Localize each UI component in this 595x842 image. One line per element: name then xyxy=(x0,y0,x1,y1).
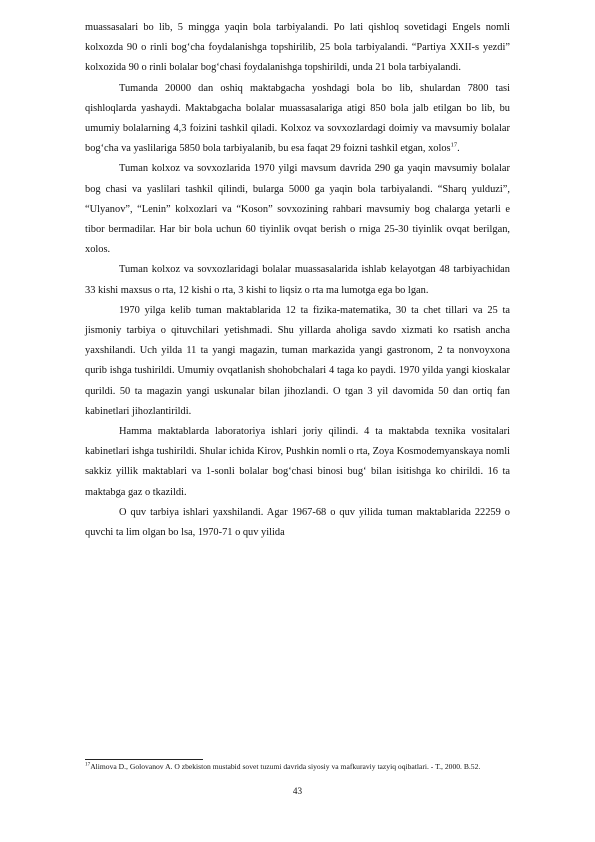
paragraph-7: O quv tarbiya ishlari yaxshilandi. Agar 1967-68 o quv yilida tuman maktablarida 22259 o quvchi ta lim olgan bo lsa, 1970-71 o quv yilida xyxy=(85,506,510,539)
body-text xyxy=(85,18,510,543)
paragraph-1: muassasalari bo lib, 5 mingga yaqin bola tarbiyalandi. Po lati qishloq sovetidagi Engels nomli kolxozda 90 o rinli bog‘cha foydalanishga topshirilib, 25 bola tarbiyalandi. “Partiya XXII-s yezdi” kolxozida 90 o rinli bolalar bog‘chasi foydalanishga topshirildi, unda 21 bola tarbiyalandi. xyxy=(85,22,510,74)
paragraph-4: Tuman kolxoz va sovxozlaridagi bolalar muassasalarida ishlab kelayotgan 48 tarbiyachidan 33 kishi maxsus o rta, 12 kishi o rta, 3 kishi to liqsiz o rta ma lumotga ega bo lgan. xyxy=(85,264,510,296)
footnote xyxy=(85,761,510,772)
footnote-reference[interactable]: 17 xyxy=(450,141,458,149)
paragraph-3: Tuman kolxoz va sovxozlarida 1970 yilgi mavsum davrida 290 ga yaqin mavsumiy bolalar bog chasi va yaslilari tashkil qilindi, bularga 5000 ga yaqin bola tarbiyalandi. “Sharq yulduzi”, “Ulyanov”, “Lenin” kolxozlari va “Koson” sovxozining rahbari mavsumiy bog chalarga yetarli e tibor bermadilar. Har bir bola uchun 60 tiyinlik ovqat berish o rniga 25-30 tiyinlik ovqat berilgan, xolos. xyxy=(85,163,510,256)
footnote-divider xyxy=(85,759,203,760)
footnote-text: Alimova D., Golovanov A. O zbekiston mustabid sovet tuzumi davrida siyosiy va mafkuraviy tazyiq oqibatlari. - T., 2000. B.52. xyxy=(90,762,481,771)
page-number: 43 xyxy=(292,786,303,796)
paragraph-5: 1970 yilga kelib tuman maktablarida 12 ta fizika-matematika, 30 ta chet tillari va 25 ta jismoniy tarbiya o qituvchilari yetishmadi. Shu yillarda aholiga savdo xizmati ko rsatish ancha yaxshilandi. Uch yilda 11 ta yangi magazin, tuman markazida yangi gastronom, 2 ta nonvoyxona qurib ishga tushirildi. Umumiy ovqatlanish shohobchalari 4 taga ko paydi. 1970 yilda yangi kioskalar qurildi. 50 ta magazin yangi uskunalar bilan jihozlandi. O tgan 3 yil davomida 50 dan ortiq fan kabinetlari jihozlantirildi. xyxy=(85,304,510,417)
paragraph-2: Tumanda 20000 dan oshiq maktabgacha yoshdagi bola bo lib, shulardan 7800 tasi qishloqlarda yashaydi. Maktabgacha bolalar muassasalariga atigi 850 bola jalb etilgan bo lib, bu umumiy bolalarning 4,3 foizini tashkil qiladi. Kolxoz va sovxozlardagi doimiy va mavsumiy bolalar bog‘cha va yaslilariga 5850 bola tarbiyalanib, bu esa faqat 29 foizni tashkil etgan, xolos$^{17}$. xyxy=(85,82,510,155)
footnote-number: 17 xyxy=(85,761,91,768)
paragraph-6: Hamma maktablarda laboratoriya ishlari joriy qilindi. 4 ta maktabda texnika vositalari kabinetlari ishga tushirildi. Shular ichida Kirov, Pushkin nomli o rta, Zoya Kosmodemyanskaya nomli sakkiz yillik maktablari va 1-sonli bolalar bog‘chasi binosi bug‘ bilan isitishga ko chirildi. 16 ta maktabga gaz o tkazildi. xyxy=(85,426,510,498)
